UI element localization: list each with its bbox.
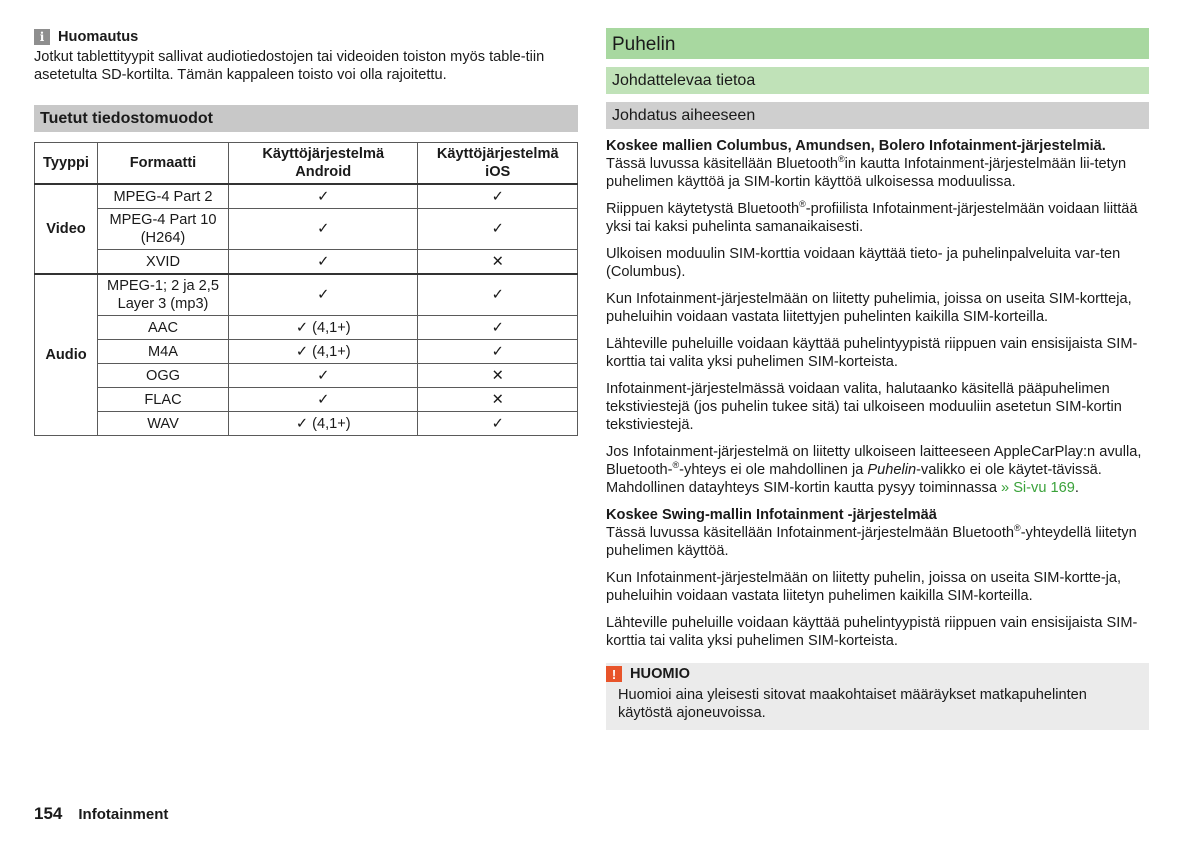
ios-cell: ✕ bbox=[418, 388, 578, 412]
note-title: Huomautus bbox=[58, 29, 139, 45]
text-span: -yhteys ei ole mahdollinen ja bbox=[679, 462, 868, 478]
table-row bbox=[35, 250, 578, 275]
text-span: -profiilista Infotainment-järjestelmään voidaan liittää yksi tai kaksi puhelinta samanaikaisesti. bbox=[606, 201, 1138, 235]
android-cell: ✓ bbox=[229, 274, 418, 316]
paragraph: Kun Infotainment-järjestelmään on liitetty puhelimia, joissa on useita SIM-kortteja, puheluihin voidaan vastata liitettyjen puhelinten kaikilla SIM-korteilla. bbox=[606, 291, 1132, 325]
warning-header bbox=[606, 663, 1149, 684]
menu-name: Puhelin bbox=[867, 462, 917, 478]
header-type: Tyyppi bbox=[35, 143, 98, 185]
paragraph bbox=[606, 137, 1149, 191]
ios-cell: ✕ bbox=[418, 250, 578, 275]
type-cell-video: Video bbox=[35, 184, 98, 274]
ios-cell: ✓ bbox=[418, 316, 578, 340]
format-cell: MPEG-1; 2 ja 2,5 Layer 3 (mp3) bbox=[98, 274, 229, 316]
header-android: Käyttöjärjestelmä Android bbox=[229, 143, 418, 185]
page-link[interactable]: » Si-vu 169 bbox=[1001, 480, 1075, 496]
note-header bbox=[34, 28, 578, 46]
format-cell: XVID bbox=[98, 250, 229, 275]
android-cell: ✓ bbox=[229, 388, 418, 412]
text-span: Tässä luvussa käsitellään Bluetooth bbox=[606, 156, 839, 172]
text-span: -yhteydellä liitetyn puhelimen käyttöä. bbox=[606, 525, 1137, 559]
formats-table bbox=[34, 142, 578, 436]
table-row bbox=[35, 340, 578, 364]
warning-title: HUOMIO bbox=[630, 666, 690, 682]
paragraph: Infotainment-järjestelmässä voidaan valita, halutaanko käsitellä pääpuhelimen tekstiviestejä (jos puhelin tukee sitä) tai ulkoiseen moduuliin asetetun SIM-kortin tekstiviestejä. bbox=[606, 381, 1122, 433]
paragraph: Lähteville puheluille voidaan käyttää puhelintyypistä riippuen vain ensisijaista SIM-korttia tai valita yksi puhelimen SIM-korteista. bbox=[606, 615, 1138, 649]
format-cell: WAV bbox=[98, 412, 229, 436]
table-row bbox=[35, 274, 578, 316]
paragraph: Lähteville puheluille voidaan käyttää puhelintyypistä riippuen vain ensisijaista SIM-korttia tai valita yksi puhelimen SIM-korteista. bbox=[606, 336, 1138, 370]
warning-text: Huomioi aina yleisesti sitovat maakohtaiset määräykset matkapuhelinten käytöstä ajoneuvoissa. bbox=[618, 687, 1087, 721]
text-span: -valikko ei ole käytet-tävissä. Mahdollinen datayhteys SIM-kortin kautta pysyy toiminnassa bbox=[606, 462, 1102, 496]
table-row bbox=[35, 184, 578, 209]
android-cell: ✓ bbox=[229, 184, 418, 209]
info-icon: i bbox=[34, 29, 50, 45]
registered-mark: ® bbox=[672, 460, 680, 471]
paragraph bbox=[606, 443, 1149, 497]
audio-group bbox=[35, 274, 578, 436]
android-cell: ✓ (4,1+) bbox=[229, 316, 418, 340]
applies-to-heading: Koskee mallien Columbus, Amundsen, Bolero Infotainment-järjestelmiä. bbox=[606, 138, 1106, 154]
format-cell: AAC bbox=[98, 316, 229, 340]
applies-to-heading: Koskee Swing-mallin Infotainment -järjestelmää bbox=[606, 507, 937, 523]
ios-cell: ✓ bbox=[418, 274, 578, 316]
format-cell: MPEG-4 Part 10 (H264) bbox=[98, 209, 229, 250]
right-column bbox=[606, 28, 1149, 730]
registered-mark: ® bbox=[799, 199, 806, 210]
section-title: Tuetut tiedostomuodot bbox=[34, 105, 578, 132]
android-cell: ✓ bbox=[229, 364, 418, 388]
page-number: 154 bbox=[34, 804, 63, 823]
paragraph bbox=[606, 200, 1149, 236]
android-cell: ✓ (4,1+) bbox=[229, 340, 418, 364]
text-span: in kautta Infotainment-järjestelmään lii-tetyn puhelimen käyttöä ja SIM-kortin käyttöä ulkoisessa moduulissa. bbox=[606, 156, 1127, 190]
table-row bbox=[35, 388, 578, 412]
ios-cell: ✕ bbox=[418, 364, 578, 388]
registered-mark: ® bbox=[1014, 523, 1021, 534]
video-group bbox=[35, 184, 578, 274]
registered-mark: ® bbox=[838, 154, 845, 165]
table-row bbox=[35, 316, 578, 340]
body-text bbox=[606, 137, 1149, 650]
warning-icon: ! bbox=[606, 666, 622, 682]
android-cell: ✓ bbox=[229, 209, 418, 250]
note-text: Jotkut tablettityypit sallivat audiotiedostojen tai videoiden toiston myös table-tiin asetetulta SD-kortilta. Tämän kappaleen toisto voi olla rajoitettu. bbox=[34, 49, 545, 83]
footer-section: Infotainment bbox=[78, 806, 169, 823]
left-column bbox=[34, 28, 578, 436]
warning-box bbox=[606, 663, 1149, 730]
android-cell: ✓ bbox=[229, 250, 418, 275]
ios-cell: ✓ bbox=[418, 209, 578, 250]
format-cell: M4A bbox=[98, 340, 229, 364]
header-format: Formaatti bbox=[98, 143, 229, 185]
paragraph: Kun Infotainment-järjestelmään on liitetty puhelin, joissa on useita SIM-kortte-ja, puheluihin voidaan vastata liitetyn puhelimen kaikilla SIM-korteilla. bbox=[606, 570, 1122, 604]
paragraph: Ulkoisen moduulin SIM-korttia voidaan käyttää tieto- ja puhelinpalveluita var-ten (Columbus). bbox=[606, 246, 1121, 280]
chapter-title: Puhelin bbox=[606, 28, 1149, 59]
ios-cell: ✓ bbox=[418, 340, 578, 364]
text-span: Riippuen käytetystä Bluetooth bbox=[606, 201, 800, 217]
table-row bbox=[35, 412, 578, 436]
format-cell: MPEG-4 Part 2 bbox=[98, 184, 229, 209]
subchapter-title: Johdattelevaa tietoa bbox=[606, 67, 1149, 94]
format-cell: OGG bbox=[98, 364, 229, 388]
paragraph bbox=[606, 506, 1149, 560]
table-row bbox=[35, 364, 578, 388]
topic-title: Johdatus aiheeseen bbox=[606, 102, 1149, 129]
ios-cell: ✓ bbox=[418, 412, 578, 436]
text-span: . bbox=[1074, 480, 1079, 496]
page-footer bbox=[34, 805, 168, 824]
format-cell: FLAC bbox=[98, 388, 229, 412]
table-row bbox=[35, 209, 578, 250]
text-span: Tässä luvussa käsitellään Infotainment-järjestelmään Bluetooth bbox=[606, 525, 1015, 541]
type-cell-audio: Audio bbox=[35, 274, 98, 436]
header-ios: Käyttöjärjestelmä iOS bbox=[418, 143, 578, 185]
android-cell: ✓ (4,1+) bbox=[229, 412, 418, 436]
table-header-row bbox=[35, 143, 578, 185]
text-span: Jos Infotainment-järjestelmä on liitetty ulkoiseen laitteeseen AppleCarPlay:n avulla, Bluetooth- bbox=[606, 444, 1142, 478]
ios-cell: ✓ bbox=[418, 184, 578, 209]
